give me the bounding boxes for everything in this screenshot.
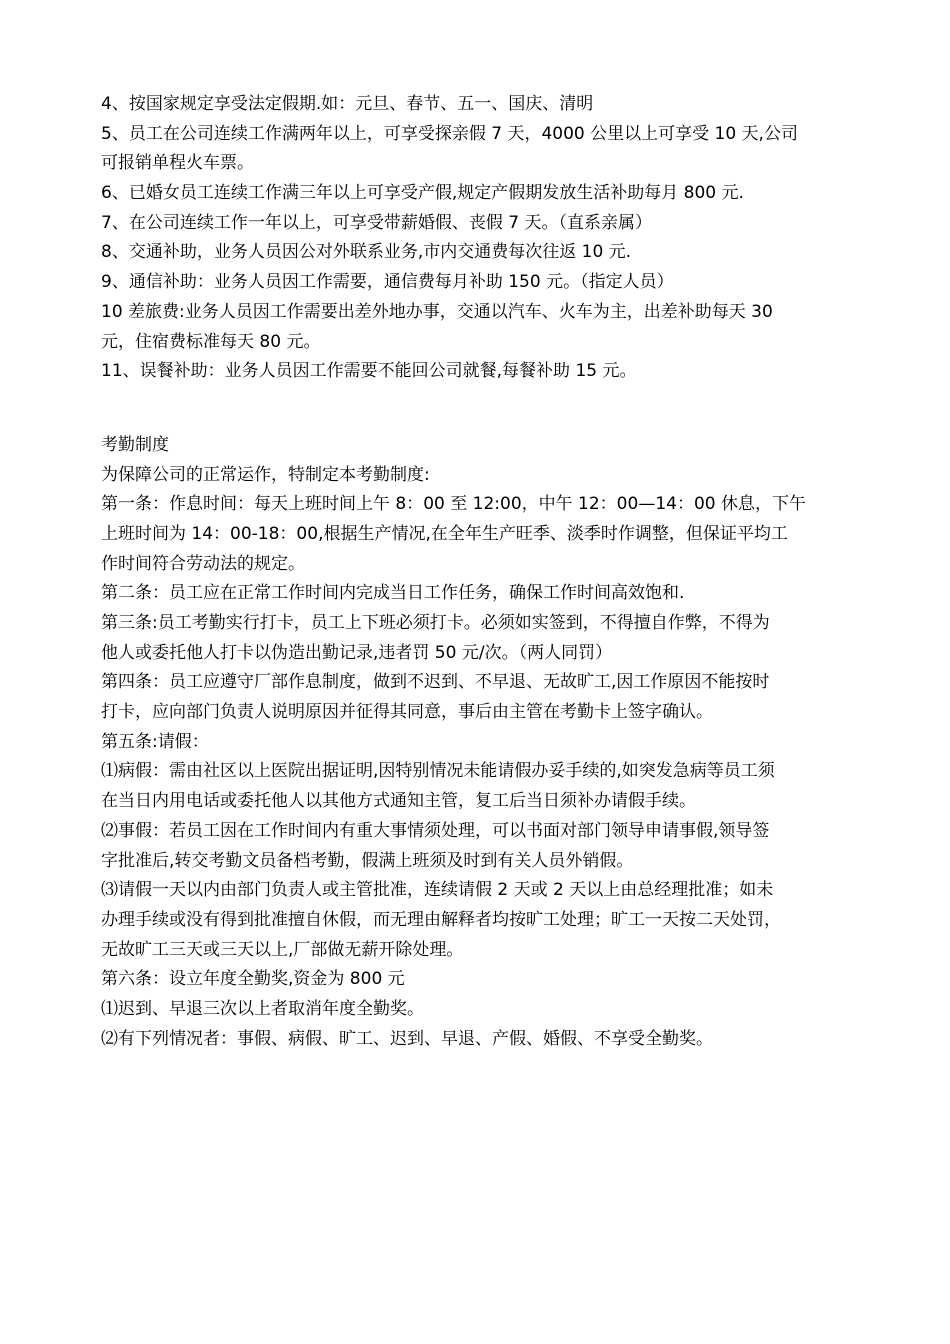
- article-5-approval-line-1: ⑶请假一天以内由部门负责人或主管批准，连续请假 2 天或 2 天以上由总经理批准；如未: [101, 880, 774, 901]
- article-5-heading: 第五条:请假：: [101, 731, 209, 752]
- article-1-line-3: 作时间符合劳动法的规定。: [101, 553, 305, 574]
- article-5-personal-line-2: 字批准后,转交考勤文员备档考勤，假满上班须及时到有关人员外销假。: [101, 850, 634, 871]
- article-6-item-2: ⑵有下列情况者：事假、病假、旷工、迟到、早退、产假、婚假、不享受全勤奖。: [101, 1028, 713, 1049]
- article-3-line-1: 第三条:员工考勤实行打卡，员工上下班必须打卡。必须如实签到，不得擅自作弊，不得为: [101, 613, 770, 633]
- benefit-transport: 8、交通补助，业务人员因公对外联系业务,市内交通费每次往返 10 元.: [101, 242, 632, 263]
- benefit-home-leave: 5、员工在公司连续工作满两年以上，可享受探亲假 7 天，4000 公里以上可享受 10 天,公司: [101, 123, 798, 144]
- article-5-sick-line-2: 在当日内用电话或委托他人以其他方式通知主管，复工后当日须补办请假手续。: [101, 791, 696, 812]
- benefit-maternity: 6、已婚女员工连续工作满三年以上可享受产假,规定产假期发放生活补助每月 800 元.: [101, 183, 744, 204]
- article-2-line-1: 第二条：员工应在正常工作时间内完成当日工作任务，确保工作时间高效饱和.: [101, 583, 685, 604]
- article-4-line-1: 第四条：员工应遵守厂部作息制度，做到不迟到、不早退、无故旷工,因工作原因不能按时: [101, 672, 770, 693]
- article-1-line-2: 上班时间为 14：00-18：00,根据生产情况,在全年生产旺季、淡季时作调整，但保证平均工: [101, 523, 788, 544]
- article-5-personal-line-1: ⑵事假：若员工因在工作时间内有重大事情须处理，可以书面对部门领导申请事假,领导签: [101, 820, 770, 841]
- article-6-item-1: ⑴迟到、早退三次以上者取消年度全勤奖。: [101, 998, 424, 1019]
- benefit-meal: 11、误餐补助：业务人员因工作需要不能回公司就餐,每餐补助 15 元。: [101, 361, 637, 382]
- attendance-section: [101, 431, 861, 1054]
- article-5-approval-line-3: 无故旷工三天或三天以上,厂部做无薪开除处理。: [101, 939, 464, 960]
- benefit-marriage-funeral: 7、在公司连续工作一年以上，可享受带薪婚假、丧假 7 天。（直系亲属）: [101, 212, 652, 233]
- document-body: [101, 90, 861, 1054]
- benefit-communication: 9、通信补助：业务人员因工作需要，通信费每月补助 150 元。（指定人员）: [101, 272, 674, 293]
- benefit-holidays: 4、按国家规定享受法定假期.如：元旦、春节、五一、国庆、清明: [101, 94, 594, 114]
- section-gap: [101, 387, 861, 431]
- article-1-line-1: 第一条：作息时间：每天上班时间上午 8：00 至 12:00，中午 12：00—14：00 休息，下午: [101, 494, 806, 515]
- benefits-section: [101, 90, 861, 387]
- benefit-home-leave-cont: 可报销单程火车票。: [101, 153, 254, 174]
- benefit-travel-cont: 元，住宿费标准每天 80 元。: [101, 331, 321, 352]
- article-5-sick-line-1: ⑴病假：需由社区以上医院出据证明,因特别情况未能请假办妥手续的,如突发急病等员工须: [101, 761, 775, 782]
- article-6-heading: 第六条：设立年度全勤奖,资金为 800 元: [101, 969, 405, 990]
- benefit-travel: 10 差旅费:业务人员因工作需要出差外地办事，交通以汽车、火车为主，出差补助每天 30: [101, 301, 773, 322]
- intro-line: 为保障公司的正常运作，特制定本考勤制度:: [101, 464, 430, 485]
- article-3-line-2: 他人或委托他人打卡以伪造出勤记录,违者罚 50 元/次。（两人同罚）: [101, 642, 613, 663]
- article-4-line-2: 打卡，应向部门负责人说明原因并征得其同意，事后由主管在考勤卡上签字确认。: [101, 702, 713, 723]
- section-heading: 考勤制度: [101, 434, 169, 455]
- article-5-approval-line-2: 办理手续或没有得到批准擅自休假，而无理由解释者均按旷工处理；旷工一天按二天处罚，: [101, 909, 781, 930]
